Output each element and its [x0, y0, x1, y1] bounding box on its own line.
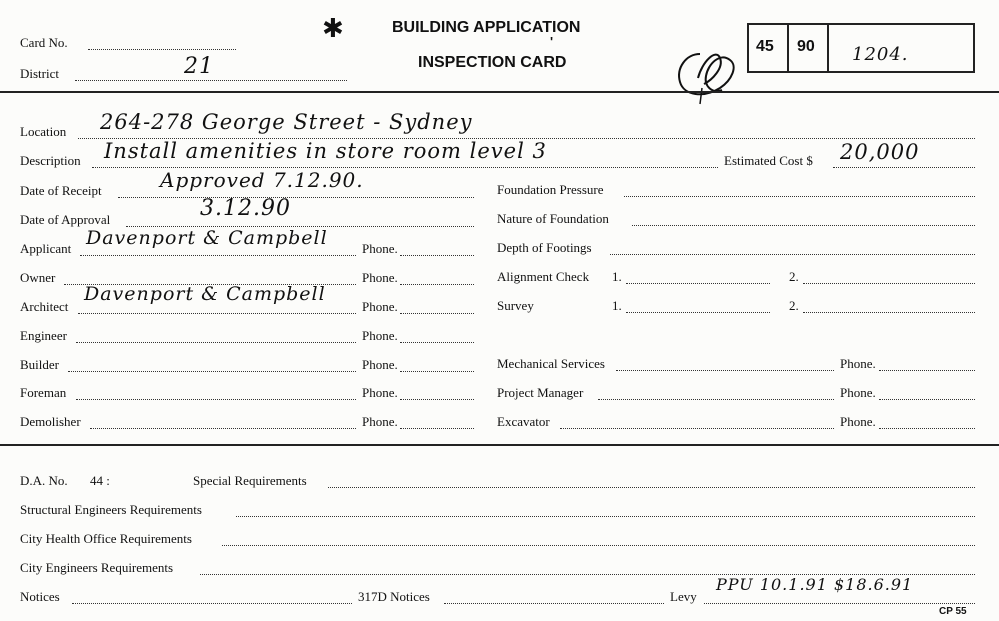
foreman-line — [76, 399, 356, 400]
notices-317d-label: 317D Notices — [358, 589, 430, 604]
phone-line — [400, 313, 474, 314]
phone-line — [400, 284, 474, 285]
phone-label: Phone. — [362, 328, 398, 343]
phone-line — [400, 342, 474, 343]
health-requirements-line — [222, 545, 975, 546]
mechanical-services-label: Mechanical Services — [497, 356, 605, 371]
builder-line — [68, 371, 356, 372]
phone-label: Phone. — [362, 270, 398, 285]
notices-label: Notices — [20, 589, 60, 604]
foundation-pressure-label: Foundation Pressure — [497, 182, 604, 197]
project-manager-label: Project Manager — [497, 385, 584, 400]
box-value-2: 90 — [797, 38, 815, 55]
estimated-cost-line — [833, 167, 975, 168]
engineer-line — [76, 342, 356, 343]
da-no-label: D.A. No. — [20, 473, 68, 488]
survey-num-1: 1. — [612, 298, 622, 313]
box-value-1: 45 — [756, 38, 774, 55]
foreman-label: Foreman — [20, 385, 67, 400]
alignment-num-1: 1. — [612, 269, 622, 284]
description-label: Description — [20, 153, 81, 168]
phone-line — [879, 428, 975, 429]
structural-requirements-label: Structural Engineers Requirements — [20, 502, 202, 517]
header-divider — [0, 91, 999, 93]
card-no-label: Card No. — [20, 35, 68, 50]
phone-line — [400, 428, 474, 429]
phone-label: Phone. — [840, 414, 876, 429]
district-value: 21 — [184, 54, 214, 79]
city-engineers-requirements-label: City Engineers Requirements — [20, 560, 174, 575]
tick-mark: ' — [550, 34, 554, 49]
box-value-3: 1204. — [852, 44, 909, 65]
card-no-line — [88, 49, 236, 50]
levy-value: PPU 10.1.91 $18.6.91 — [716, 575, 914, 594]
phone-label: Phone. — [840, 385, 876, 400]
depth-of-footings-label: Depth of Footings — [497, 240, 592, 255]
date-of-approval-value: 3.12.90 — [200, 196, 291, 221]
excavator-line — [560, 428, 834, 429]
phone-line — [879, 370, 975, 371]
phone-label: Phone. — [362, 414, 398, 429]
title-line-2: INSPECTION CARD — [418, 54, 567, 71]
box-divider — [827, 23, 829, 71]
alignment-line-1 — [626, 283, 770, 284]
phone-label: Phone. — [362, 299, 398, 314]
project-manager-line — [598, 399, 834, 400]
alignment-check-label: Alignment Check — [497, 269, 590, 284]
estimated-cost-label: Estimated Cost $ — [724, 153, 813, 168]
survey-line-1 — [626, 312, 770, 313]
foundation-pressure-line — [624, 196, 975, 197]
description-value: Install amenities in store room level 3 — [104, 139, 547, 163]
structural-requirements-line — [236, 516, 975, 517]
date-of-receipt-value: Approved 7.12.90. — [160, 168, 364, 192]
demolisher-label: Demolisher — [20, 414, 81, 429]
alignment-num-2: 2. — [789, 269, 799, 284]
applicant-line — [80, 255, 356, 256]
date-of-receipt-label: Date of Receipt — [20, 183, 102, 198]
nature-of-foundation-label: Nature of Foundation — [497, 211, 609, 226]
applicant-label: Applicant — [20, 241, 72, 256]
notices-line — [72, 603, 352, 604]
phone-label: Phone. — [362, 385, 398, 400]
date-of-receipt-line — [118, 197, 474, 198]
phone-line — [400, 255, 474, 256]
signature-mark — [668, 40, 748, 106]
demolisher-line — [90, 428, 356, 429]
levy-line — [704, 603, 975, 604]
phone-line — [879, 399, 975, 400]
levy-label: Levy — [670, 589, 697, 604]
notices-317d-line — [444, 603, 664, 604]
mechanical-services-line — [616, 370, 834, 371]
date-of-approval-label: Date of Approval — [20, 212, 111, 227]
phone-label: Phone. — [362, 357, 398, 372]
architect-label: Architect — [20, 299, 69, 314]
health-requirements-label: City Health Office Requirements — [20, 531, 192, 546]
location-value: 264-278 George Street - Sydney — [100, 110, 473, 134]
builder-label: Builder — [20, 357, 59, 372]
survey-num-2: 2. — [789, 298, 799, 313]
phone-line — [400, 371, 474, 372]
excavator-label: Excavator — [497, 414, 550, 429]
nature-of-foundation-line — [632, 225, 975, 226]
form-code: CP 55 — [939, 606, 967, 617]
phone-label: Phone. — [362, 241, 398, 256]
district-line — [75, 80, 347, 81]
da-no-value: 44 : — [90, 473, 110, 488]
engineer-label: Engineer — [20, 328, 67, 343]
location-label: Location — [20, 124, 67, 139]
estimated-cost-value: 20,000 — [840, 140, 920, 164]
title-line-1: BUILDING APPLICATION — [392, 19, 581, 36]
box-divider — [787, 23, 789, 71]
star-mark: ✱ — [322, 14, 344, 44]
owner-label: Owner — [20, 270, 56, 285]
survey-line-2 — [803, 312, 975, 313]
depth-of-footings-line — [610, 254, 975, 255]
architect-value: Davenport & Campbell — [84, 283, 326, 305]
phone-line — [400, 399, 474, 400]
special-requirements-line — [328, 487, 975, 488]
special-requirements-label: Special Requirements — [193, 473, 307, 488]
district-label: District — [20, 66, 59, 81]
section-divider — [0, 444, 999, 446]
applicant-value: Davenport & Campbell — [86, 227, 328, 249]
alignment-line-2 — [803, 283, 975, 284]
architect-line — [78, 313, 356, 314]
phone-label: Phone. — [840, 356, 876, 371]
survey-label: Survey — [497, 298, 534, 313]
